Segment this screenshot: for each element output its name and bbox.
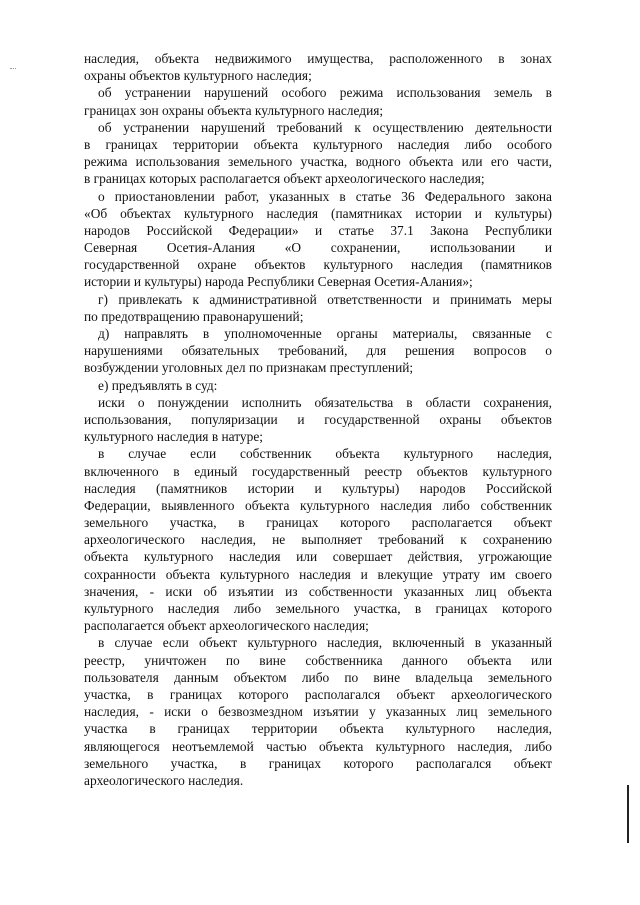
text-line: располагается объект археологического наследия; xyxy=(84,618,369,634)
text-line: об устранении нарушений требований к осуществлению деятельности xyxy=(98,119,552,135)
text-line: включенного в единый государственный реестр объектов культурного xyxy=(84,463,552,479)
text-line: истории и культуры) народа Республики Северная Осетия-Алания»; xyxy=(84,274,473,290)
text-line: охраны объектов культурного наследия; xyxy=(84,68,312,84)
text-line: реестр, уничтожен по вине собственника данного объекта или xyxy=(84,652,552,668)
text-line: в случае если собственник объекта культурного наследия, xyxy=(98,446,552,462)
text-line: археологического наследия. xyxy=(84,772,244,788)
text-line: значения, - иски об изъятии из собственности указанных лиц объекта xyxy=(84,583,552,599)
text-line: г) привлекать к административной ответственности и принимать меры xyxy=(98,291,552,307)
text-line: возбуждении уголовных дел по признакам преступлений; xyxy=(84,360,414,376)
text-line: об устранении нарушений особого режима использования земель в xyxy=(98,85,552,101)
text-line: иски о понуждении исполнить обязательства в области сохранения, xyxy=(98,394,552,410)
text-line: наследия, объекта недвижимого имущества, расположенного в зонах xyxy=(84,51,552,66)
text-line: являющегося неотъемлемой частью объекта культурного наследия, либо xyxy=(84,738,552,754)
text-line: культурного наследия либо земельного участка, в границах которого xyxy=(84,601,552,616)
text-line: пользователя данным объектом либо по вине владельца земельного xyxy=(84,669,552,685)
text-line: объекта культурного наследия или совершает действия, угрожающие xyxy=(84,549,552,565)
text-line: «Об объектах культурного наследия (памятниках истории и культуры) xyxy=(84,205,552,221)
text-line: наследия (памятников истории и культуры) народов Российской xyxy=(84,480,552,496)
text-line: о приостановлении работ, указанных в статье 36 Федерального закона xyxy=(98,188,552,204)
text-line: сохранности объекта культурного наследия и влекущие утрату им своего xyxy=(84,566,552,582)
margin-mark xyxy=(627,785,629,843)
document-body xyxy=(84,50,552,789)
text-line: Северная Осетия-Алания «О сохранении, использовании и xyxy=(84,240,552,256)
text-line: народов Российской Федерации» и статье 37.1 Закона Республики xyxy=(84,222,552,238)
text-line: границах зон охраны объекта культурного наследия; xyxy=(84,102,384,118)
text-line: культурного наследия в натуре; xyxy=(84,429,263,445)
text-line: по предотвращению правонарушений; xyxy=(84,308,304,324)
text-line: в случае если объект культурного наследия, включенный в указанный xyxy=(98,635,552,651)
text-line: земельного участка, в границах которого располагается объект xyxy=(84,515,552,531)
text-line: режима использования земельного участка, водного объекта или его части, xyxy=(84,154,552,170)
text-line: в границах которых располагается объект археологического наследия; xyxy=(84,171,485,187)
text-line: археологического наследия, не выполняет требований к сохранению xyxy=(84,532,552,548)
text-line: Федерации, выявленного объекта культурного наследия либо собственник xyxy=(84,497,552,513)
text-line: участка в границах территории объекта культурного наследия, xyxy=(84,721,552,737)
text-line: е) предъявлять в суд: xyxy=(98,377,218,393)
text-line: использования, популяризации и государственной охраны объектов xyxy=(84,411,552,427)
scan-artifact xyxy=(10,68,16,71)
text-line: государственной охране объектов культурного наследия (памятников xyxy=(84,257,552,273)
text-line: наследия, - иски о безвозмездном изъятии у указанных лиц земельного xyxy=(84,704,552,720)
text-line: участка, в границах которого располагался объект археологического xyxy=(84,686,552,702)
text-line: нарушениями обязательных требований, для решения вопросов о xyxy=(84,343,552,359)
text-line: в границах территории объекта культурного наследия либо особого xyxy=(84,136,552,152)
text-line: земельного участка, в границах которого располагался объект xyxy=(84,755,552,771)
text-line: д) направлять в уполномоченные органы материалы, связанные с xyxy=(98,326,552,341)
